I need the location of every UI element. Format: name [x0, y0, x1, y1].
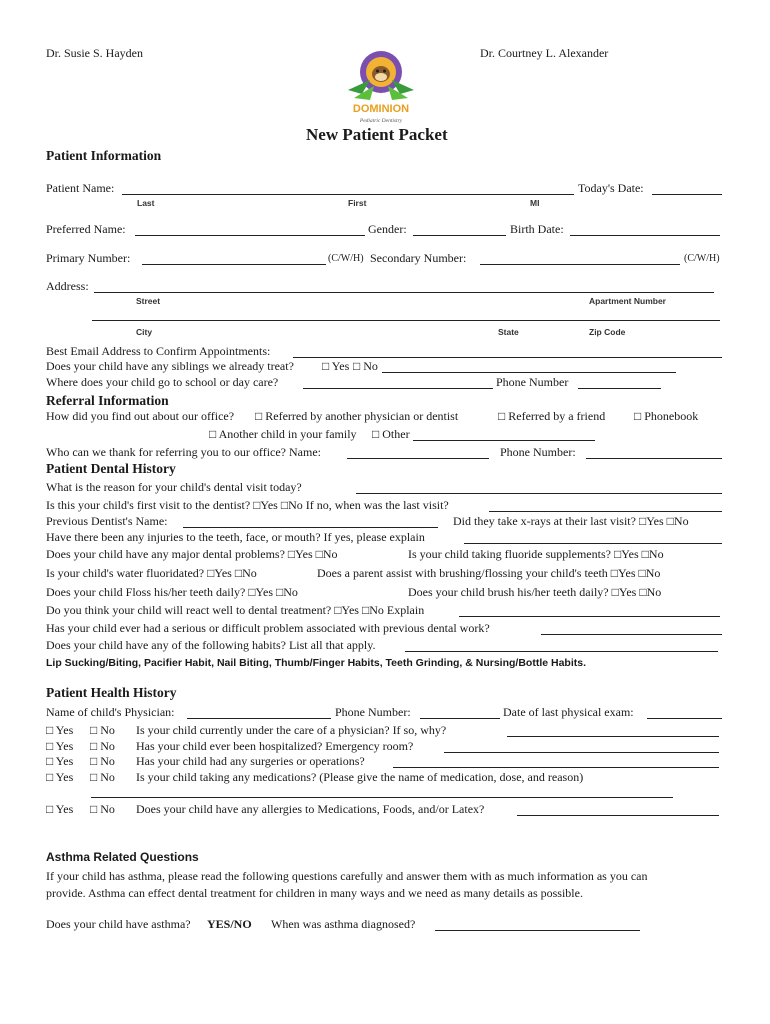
parent-assist-question[interactable]: Does a parent assist with brushing/flossing your child's teeth □Yes □No: [317, 566, 661, 580]
sub-label-state: State: [498, 327, 519, 337]
have-asthma-question: Does your child have asthma?: [46, 917, 191, 931]
doctor-left-name: Dr. Susie S. Hayden: [46, 46, 143, 60]
physician-phone-field[interactable]: [420, 718, 500, 719]
referrer-phone-field[interactable]: [586, 458, 722, 459]
preferred-name-label: Preferred Name:: [46, 222, 126, 236]
fluoride-supplements-question[interactable]: Is your child taking fluoride supplements? □Yes □No: [408, 547, 664, 561]
who-thank-label: Who can we thank for referring you to our office? Name:: [46, 445, 321, 459]
asthma-yes-no-choice[interactable]: YES/NO: [207, 917, 252, 931]
care-yes-checkbox[interactable]: □ Yes: [46, 723, 74, 737]
meds-field[interactable]: [91, 797, 673, 798]
secondary-number-label: Secondary Number:: [370, 251, 467, 265]
brush-question[interactable]: Does your child brush his/her teeth daily? □Yes □No: [408, 585, 662, 599]
reason-question: What is the reason for your child's dental visit today?: [46, 480, 302, 494]
habits-question: Does your child have any of the following habits? List all that apply.: [46, 638, 376, 652]
todays-date-field[interactable]: [652, 194, 722, 195]
referral-child-checkbox[interactable]: □ Another child in your family: [209, 427, 357, 441]
allergies-yes-checkbox[interactable]: □ Yes: [46, 802, 74, 816]
school-phone-label: Phone Number: [496, 375, 569, 389]
dental-heading: Patient Dental History: [46, 461, 176, 476]
sub-label-zip: Zip Code: [589, 327, 626, 337]
referral-other-field[interactable]: [413, 440, 595, 441]
referral-heading: Referral Information: [46, 393, 169, 408]
gender-field[interactable]: [413, 235, 506, 236]
floss-question[interactable]: Does your child Floss his/her teeth daily? □Yes □No: [46, 585, 298, 599]
secondary-number-field[interactable]: [480, 264, 680, 265]
city-state-zip-field[interactable]: [92, 320, 720, 321]
referral-physician-checkbox[interactable]: □ Referred by another physician or dentist: [255, 409, 459, 423]
primary-number-field[interactable]: [142, 264, 326, 265]
logo-name: DOMINION: [352, 103, 410, 115]
how-find-question: How did you find out about our office?: [46, 409, 235, 423]
physician-phone-label: Phone Number:: [335, 705, 411, 719]
care-question: Is your child currently under the care of a physician? If so, why?: [136, 723, 447, 737]
last-visit-field[interactable]: [489, 511, 722, 512]
meds-yes-checkbox[interactable]: □ Yes: [46, 770, 74, 784]
school-label: Where does your child go to school or day care?: [46, 375, 279, 389]
injuries-question: Have there been any injuries to the teeth, face, or mouth? If yes, please explain: [46, 530, 425, 544]
patient-name-field[interactable]: [122, 194, 574, 195]
sub-label-last: Last: [137, 198, 155, 208]
reason-field[interactable]: [356, 493, 722, 494]
react-question[interactable]: Do you think your child will react well to dental treatment? □Yes □No Explain: [46, 603, 425, 617]
doctor-right-name: Dr. Courtney L. Alexander: [480, 46, 609, 60]
asthma-heading: Asthma Related Questions: [46, 850, 199, 864]
address-label: Address:: [46, 279, 89, 293]
meds-no-checkbox[interactable]: □ No: [90, 770, 115, 784]
surgery-field[interactable]: [393, 767, 719, 768]
allergies-no-checkbox[interactable]: □ No: [90, 802, 115, 816]
last-exam-field[interactable]: [647, 718, 722, 719]
referrer-name-field[interactable]: [347, 458, 489, 459]
surgery-question: Has your child had any surgeries or operations?: [136, 754, 365, 768]
referral-phonebook-checkbox[interactable]: □ Phonebook: [634, 409, 699, 423]
referral-friend-checkbox[interactable]: □ Referred by a friend: [498, 409, 606, 423]
siblings-question: Does your child have any siblings we already treat?: [46, 359, 294, 373]
care-field[interactable]: [507, 736, 719, 737]
hospital-yes-checkbox[interactable]: □ Yes: [46, 739, 74, 753]
monkey-logo-icon: [340, 46, 422, 130]
asthma-intro-line2: provide. Asthma can effect dental treatment for children in many ways and we need as many details as possible.: [46, 886, 583, 900]
diagnosed-label: When was asthma diagnosed?: [271, 917, 416, 931]
first-visit-question[interactable]: Is this your child's first visit to the dentist? □Yes □No If no, when was the last visit?: [46, 498, 449, 512]
previous-dentist-field[interactable]: [183, 527, 438, 528]
school-field[interactable]: [303, 388, 493, 389]
sub-label-street: Street: [136, 296, 161, 306]
habits-list: Lip Sucking/Biting, Pacifier Habit, Nail Biting, Thumb/Finger Habits, Teeth Grinding, & Nursing/Bottle Habits.: [46, 657, 586, 669]
email-label: Best Email Address to Confirm Appointments:: [46, 344, 271, 358]
page-title: New Patient Packet: [306, 125, 448, 144]
last-exam-label: Date of last physical exam:: [503, 705, 634, 719]
primary-cwh: (C/W/H): [328, 253, 364, 264]
school-phone-field[interactable]: [578, 388, 661, 389]
physician-field[interactable]: [187, 718, 331, 719]
react-explain-field[interactable]: [459, 616, 720, 617]
allergies-field[interactable]: [517, 815, 719, 816]
sub-label-apartment: Apartment Number: [589, 296, 666, 306]
preferred-name-field[interactable]: [135, 235, 365, 236]
referral-other-checkbox[interactable]: □ Other: [372, 427, 410, 441]
birth-date-field[interactable]: [570, 235, 720, 236]
injuries-field[interactable]: [464, 543, 722, 544]
surgery-yes-checkbox[interactable]: □ Yes: [46, 754, 74, 768]
siblings-yes-checkbox[interactable]: □ Yes: [322, 359, 350, 373]
meds-question: Is your child taking any medications? (Please give the name of medication, dose, and reason): [136, 770, 584, 784]
email-field[interactable]: [293, 357, 722, 358]
gender-label: Gender:: [368, 222, 407, 236]
health-heading: Patient Health History: [46, 685, 177, 700]
xrays-question[interactable]: Did they take x-rays at their last visit? □Yes □No: [453, 514, 689, 528]
surgery-no-checkbox[interactable]: □ No: [90, 754, 115, 768]
major-problems-question[interactable]: Does your child have any major dental problems? □Yes □No: [46, 547, 338, 561]
siblings-names-field[interactable]: [382, 372, 676, 373]
logo-tagline: Pediatric Dentistry: [359, 118, 403, 124]
patient-name-label: Patient Name:: [46, 181, 115, 195]
difficult-field[interactable]: [541, 634, 722, 635]
todays-date-label: Today's Date:: [578, 181, 644, 195]
siblings-no-checkbox[interactable]: □ No: [353, 359, 378, 373]
hospital-question: Has your child ever been hospitalized? Emergency room?: [136, 739, 414, 753]
hospital-field[interactable]: [444, 752, 719, 753]
physician-label: Name of child's Physician:: [46, 705, 175, 719]
hospital-no-checkbox[interactable]: □ No: [90, 739, 115, 753]
difficult-question: Has your child ever had a serious or difficult problem associated with previous dental work?: [46, 621, 490, 635]
previous-dentist-label: Previous Dentist's Name:: [46, 514, 168, 528]
care-no-checkbox[interactable]: □ No: [90, 723, 115, 737]
allergies-question: Does your child have any allergies to Medications, Foods, and/or Latex?: [136, 802, 485, 816]
secondary-cwh: (C/W/H): [684, 253, 720, 264]
habits-field[interactable]: [405, 651, 718, 652]
primary-number-label: Primary Number:: [46, 251, 131, 265]
sub-label-first: First: [348, 198, 367, 208]
asthma-intro-line1: If your child has asthma, please read the following questions carefully and answer them with as much information as you can: [46, 869, 648, 883]
street-field[interactable]: [94, 292, 714, 293]
referrer-phone-label: Phone Number:: [500, 445, 576, 459]
sub-label-city: City: [136, 327, 153, 337]
diagnosed-field[interactable]: [435, 930, 640, 931]
patient-info-heading: Patient Information: [46, 148, 162, 163]
water-fluoridated-question[interactable]: Is your child's water fluoridated? □Yes □No: [46, 566, 257, 580]
birth-date-label: Birth Date:: [510, 222, 564, 236]
sub-label-mi: MI: [530, 198, 540, 208]
